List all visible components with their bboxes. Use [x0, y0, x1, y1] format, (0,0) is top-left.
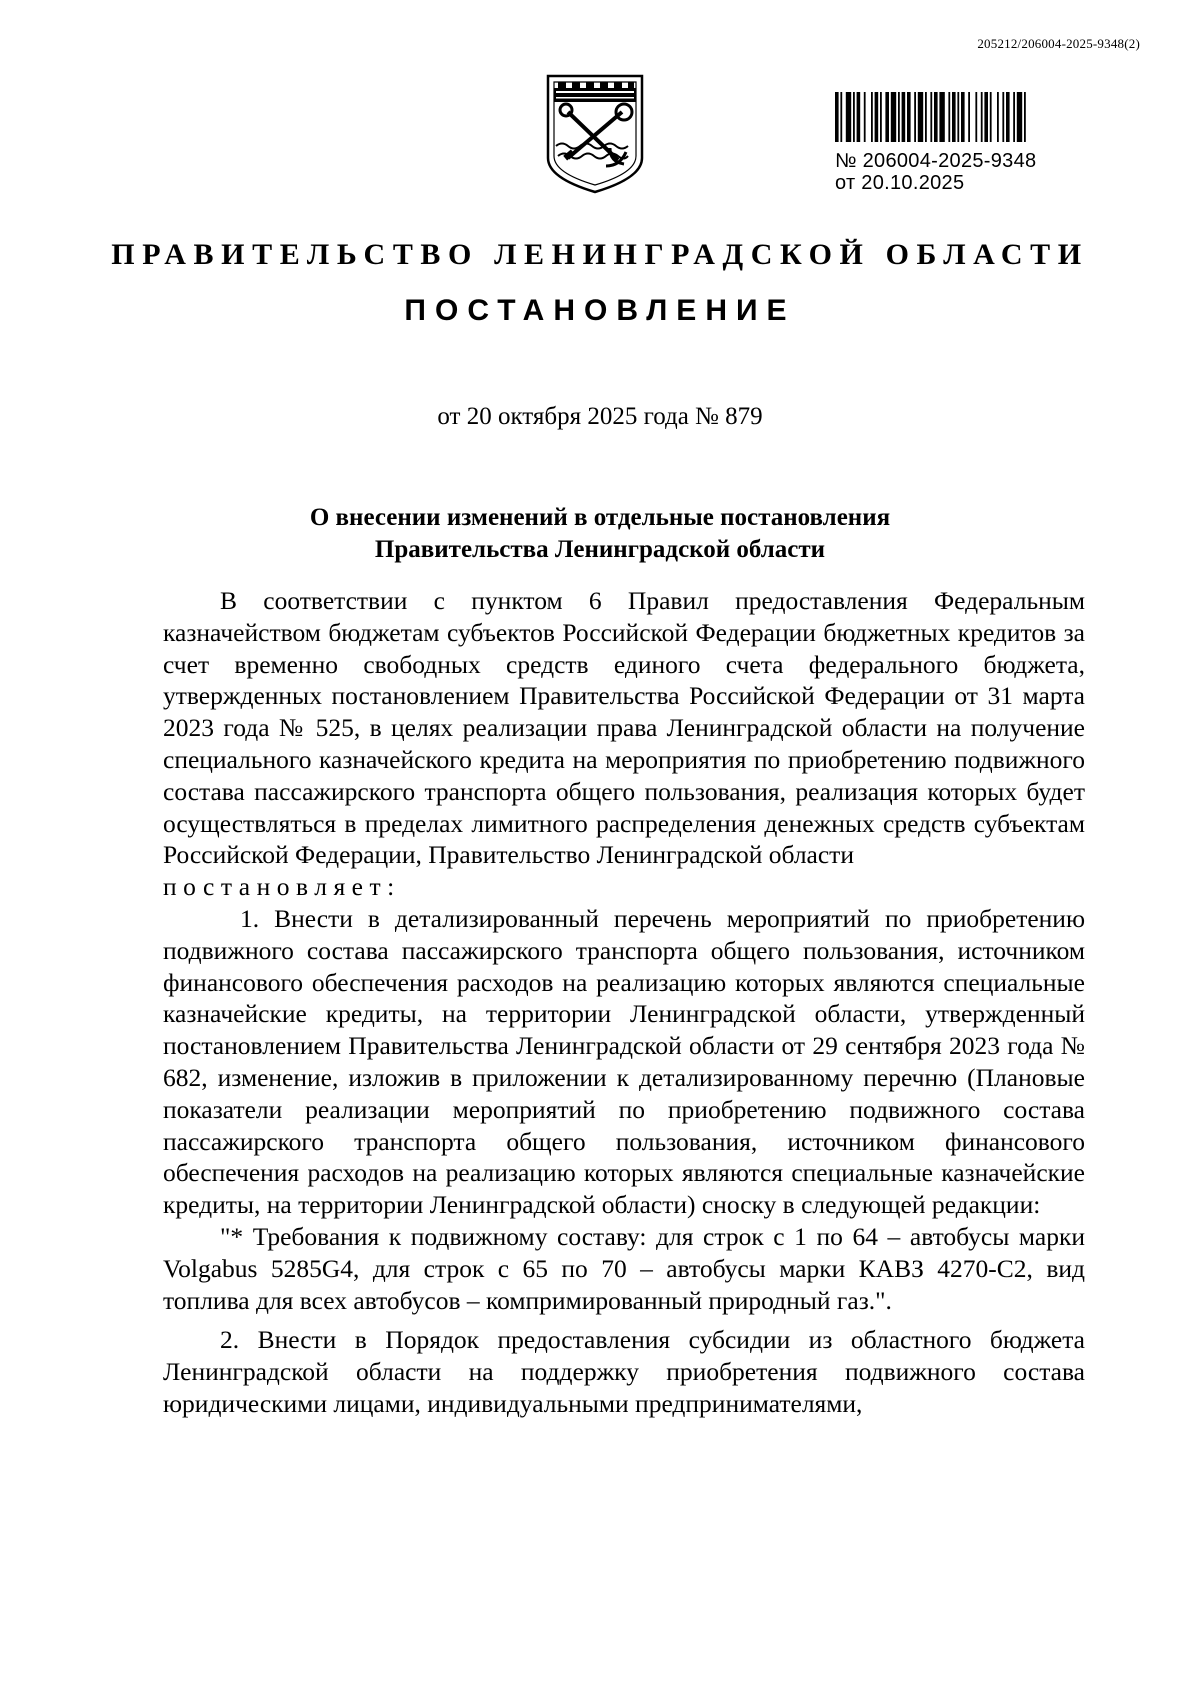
issuing-authority: ПРАВИТЕЛЬСТВО ЛЕНИНГРАДСКОЙ ОБЛАСТИ	[111, 238, 1089, 271]
barcode-icon	[835, 92, 1090, 142]
item-1-quote-paragraph: "* Требования к подвижному составу: для строк с 1 по 64 – автобусы марки Volgabus 5285G4, для строк с 65 по 70 – автобусы марки КАВЗ 4270-С2, вид топлива для всех автобусов – компримированный природный газ.".	[163, 1221, 1085, 1315]
document-subject	[0, 502, 1200, 566]
item-2-paragraph: 2. Внести в Порядок предоставления субсидии из областного бюджета Ленинградской области на поддержку приобретения подвижного состава юридическими лицами, индивидуальными предпринимателями,	[163, 1325, 1085, 1418]
document-date-number: от 20 октября 2025 года № 879	[437, 403, 763, 430]
registration-stamp	[835, 92, 1095, 194]
registration-number: № 206004-2025-9348	[835, 150, 1037, 172]
coat-of-arms-icon	[540, 66, 650, 196]
preamble-paragraph: В соответствии с пунктом 6 Правил предоставления Федеральным казначейством бюджетам субъектов Российской Федерации бюджетных кредитов за счет временно свободных средств единого счета федерального бюджета, утвержденных постановлением Правительства Российской Федерации от 31 марта 2023 года № 525, в целях реализации права Ленинградской области на получение специального казначейского кредита на мероприятия по приобретению подвижного состава пассажирского транспорта общего пользования, реализация которых будет осуществляться в пределах лимитного распределения денежных средств субъектам Российской Федерации, Правительство Ленинградской области	[163, 586, 1085, 870]
document-type: ПОСТАНОВЛЕНИЕ	[404, 294, 796, 327]
document-body	[163, 585, 1085, 1420]
subject-line-2: Правительства Ленинградской области	[374, 536, 826, 563]
item-1-paragraph: 1. Внести в детализированный перечень мероприятий по приобретению подвижного состава пассажирского транспорта общего пользования, источником финансового обеспечения расходов на реализацию которых являются специальные казначейские кредиты, на территории Ленинградской области, утвержденный постановлением Правительства Ленинградской области от 29 сентября 2023 года № 682, изменение, изложив в приложении к детализированному перечню (Плановые показатели реализации мероприятий по приобретению подвижного состава пассажирского транспорта общего пользования, источником финансового обеспечения расходов на реализацию которых являются специальные казначейские кредиты, на территории Ленинградской области) сноску в следующей редакции:	[163, 903, 1085, 1220]
subject-line-1: О внесении изменений в отдельные постановления	[309, 504, 891, 531]
registration-date: от 20.10.2025	[835, 172, 965, 194]
document-code: 205212/206004-2025-9348(2)	[977, 36, 1140, 51]
resolves-word: постановляет:	[163, 872, 401, 902]
